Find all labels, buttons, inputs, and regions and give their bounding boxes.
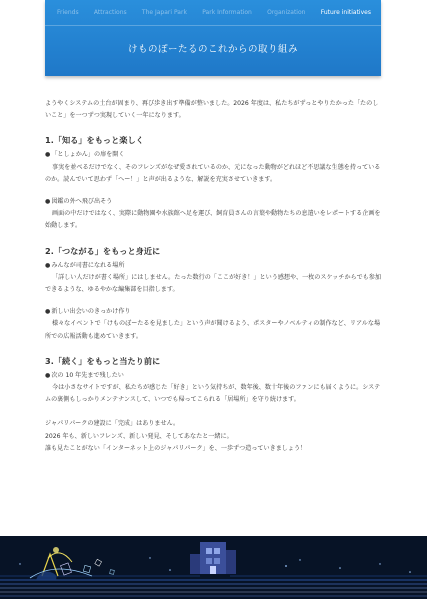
section-heading: 3.「続く」をもっと当たり前に xyxy=(45,355,161,366)
intro-paragraph: ようやくシステムの土台が固まり、再び歩き出す準備が整いました。2026 年度は、私たちがずっとやりたかった「たのしいこと」を一つずつ実現していく一年になります。 xyxy=(45,100,379,120)
night-park-illustration-icon xyxy=(0,536,427,599)
hero-banner xyxy=(45,0,381,76)
item-title xyxy=(45,149,381,161)
item-title-text: 次の 10 年先まで残したい xyxy=(51,371,124,379)
nav-item-organization[interactable]: Organization xyxy=(267,9,306,16)
closing-line: 2026 年も、新しいフレンズ、新しい発見、そしてあなたと一緒に。 xyxy=(45,432,233,440)
item-body: 今は小さなサイトですが、私たちが感じた「好き」という気持ちが、数年後、数十年後のファンにも届くように。システムの裏側もしっかりメンテナンスして、いつでも帰ってこられる「居場所」を守り続けます。 xyxy=(45,384,381,404)
item-title-text: 図鑑の外へ飛び出そう xyxy=(51,198,113,206)
item-title xyxy=(45,306,381,318)
section-heading: 2.「つながる」をもっと身近に xyxy=(45,245,161,256)
bullet-icon: ● xyxy=(45,198,51,206)
bullet-icon: ● xyxy=(45,261,51,269)
item-title xyxy=(45,196,381,208)
nav-item-park-information[interactable]: Park Information xyxy=(202,9,252,16)
item-title xyxy=(45,370,381,382)
item-title-text: みんなが司書になれる場所 xyxy=(51,261,125,269)
item-body: 事実を並べるだけでなく、そのフレンズがなぜ愛されているのか、元になった動物がどれほど不思議な生態を持っているのか。読んでいて思わず「へー！」と声が出るような、解説を充実させていきます。 xyxy=(45,163,381,183)
bullet-icon: ● xyxy=(45,151,51,159)
page-title: けものぽーたるのこれからの取り組み xyxy=(127,44,298,55)
nav-item-japari-park[interactable]: The Japari Park xyxy=(141,9,187,16)
closing-message xyxy=(45,418,381,455)
nav-item-future-initiatives[interactable]: Future initiatives xyxy=(320,9,371,16)
closing-line: 誰も見たことがない「インターネット上のジャパリパーク」を、一歩ずつ造っていきましょう！ xyxy=(45,444,307,452)
nav-item-friends[interactable]: Friends xyxy=(57,9,79,16)
footer-illustration xyxy=(0,536,427,599)
item-title xyxy=(45,260,381,272)
section-heading: 1.「知る」をもっと楽しく xyxy=(45,135,144,146)
bullet-icon: ● xyxy=(45,371,51,379)
item-title-text: 「としょかん」の扉を開く xyxy=(51,151,125,159)
closing-line: ジャパリパークの建設に「完成」はありません。 xyxy=(45,420,180,428)
item-title-text: 新しい出会いのきっかけ作り xyxy=(51,308,131,316)
top-nav xyxy=(45,0,381,26)
item-body: 様々なイベントで「けものぽーたるを見ました」という声が聞けるよう、ポスターやノベルティの制作など、リアルな場所での広報活動も進めていきます。 xyxy=(45,320,381,340)
main-content xyxy=(45,98,381,455)
item-body: 画面の中だけではなく、実際に動物園や水族館へ足を運び、飼育員さんの言葉や動物たちの息遣いをレポートする企画を始動します。 xyxy=(45,210,381,230)
nav-item-attractions[interactable]: Attractions xyxy=(93,9,127,16)
item-body: 「詳しい人だけが書く場所」にはしません。たった数行の「ここが好き！」という感想や、一枚のスケッチからでも参加できるような、ゆるやかな編集部を目指します。 xyxy=(45,273,381,294)
bullet-icon: ● xyxy=(45,308,51,316)
